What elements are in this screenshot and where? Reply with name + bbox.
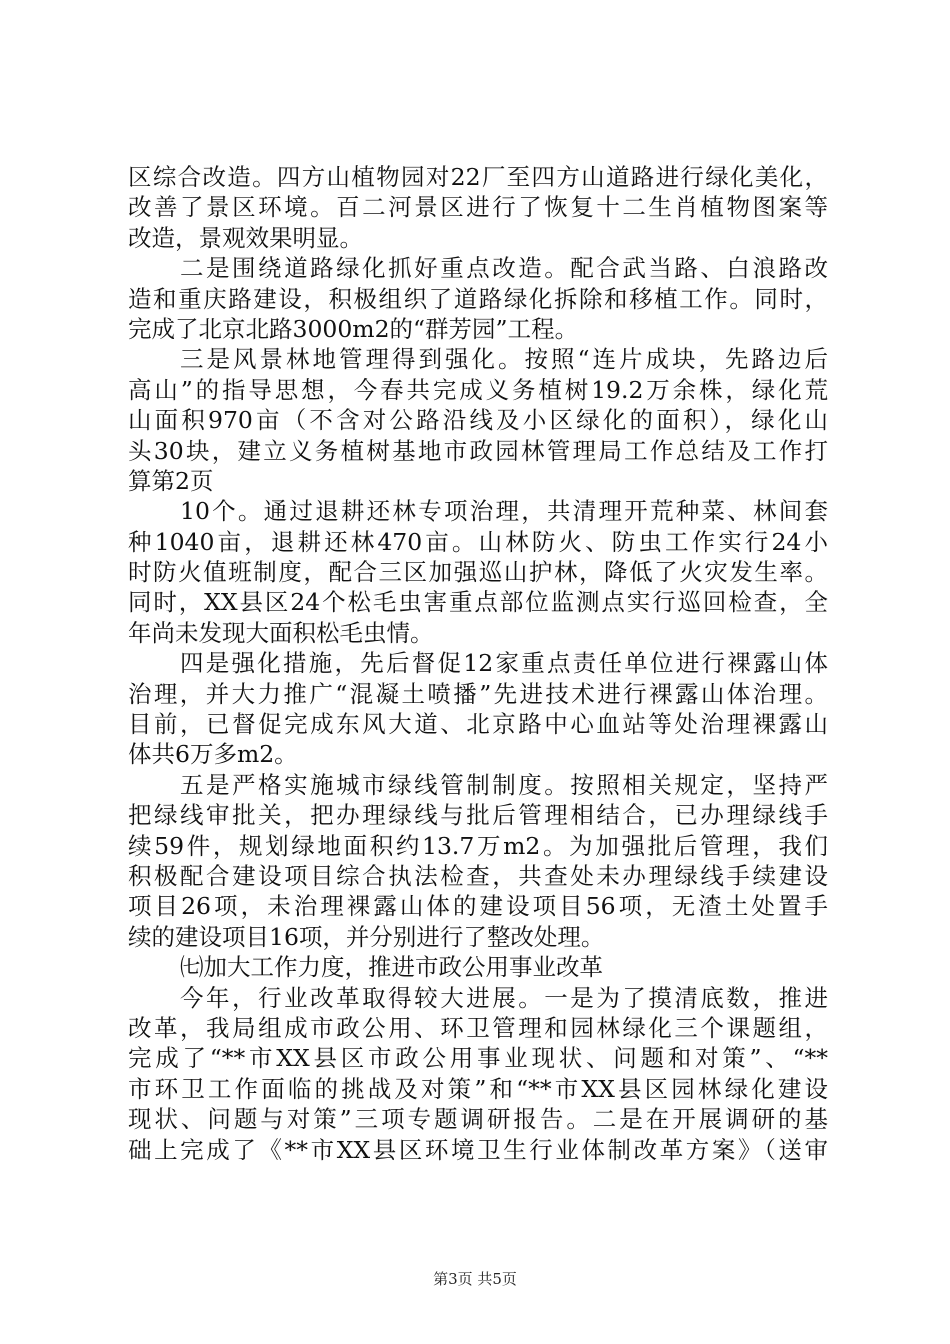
text-line: 二是围绕道路绿化抓好重点改造。配合武当路、白浪路改 <box>180 254 828 283</box>
text-line: 头30块，建立义务植树基地市政园林管理局工作总结及工作打 <box>128 436 828 465</box>
text-line: 现状、问题与对策”三项专题调研报告。二是在开展调研的基 <box>128 1105 828 1134</box>
text-line: 10个。通过退耕还林专项治理，共清理开荒种菜、林间套 <box>180 497 828 526</box>
text-line: 区综合改造。四方山植物园对22厂至四方山道路进行绿化美化， <box>128 163 828 191</box>
text-line: 续59件，规划绿地面积约13.7万m2。为加强批后管理，我们 <box>128 831 828 860</box>
text-line: 续的建设项目16项，并分别进行了整改处理。 <box>128 922 605 951</box>
text-line: 三是风景林地管理得到强化。按照“连片成块，先路边后 <box>180 345 828 374</box>
text-line: 四是强化措施，先后督促12家重点责任单位进行裸露山体 <box>180 649 828 678</box>
text-line: 体共6万多m2。 <box>128 740 298 769</box>
text-line: 年尚未发现大面积松毛虫情。 <box>128 618 434 647</box>
text-line: 完成了北京北路3000m2的“群芳园”工程。 <box>128 314 579 343</box>
text-line: 改善了景区环境。百二河景区进行了恢复十二生肖植物图案等 <box>128 193 828 222</box>
text-line: ㈦加大工作力度，推进市政公用事业改革 <box>180 953 603 982</box>
text-line: 五是严格实施城市绿线管制制度。按照相关规定，坚持严 <box>180 770 828 799</box>
text-line: 算第2页 <box>128 466 214 495</box>
text-line: 项目26项，未治理裸露山体的建设项目56项，无渣土处置手 <box>128 892 828 921</box>
text-line: 把绿线审批关，把办理绿线与批后管理相结合，已办理绿线手 <box>128 801 828 830</box>
page-footer: 第3页 共5页 <box>433 1270 517 1288</box>
text-line: 积极配合建设项目综合执法检查，共查处未办理绿线手续建设 <box>128 861 828 890</box>
text-line: 造和重庆路建设，积极组织了道路绿化拆除和移植工作。同时， <box>128 284 828 313</box>
text-line: 今年，行业改革取得较大进展。一是为了摸清底数，推进 <box>180 983 828 1012</box>
text-line: 础上完成了《**市XX县区环境卫生行业体制改革方案》（送审 <box>128 1135 828 1164</box>
text-line: 同时，XX县区24个松毛虫害重点部位监测点实行巡回检查，全 <box>128 588 828 617</box>
text-line: 改革，我局组成市政公用、环卫管理和园林绿化三个课题组， <box>128 1013 828 1042</box>
text-line: 治理，并大力推广“混凝土喷播”先进技术进行裸露山体治理。 <box>128 679 828 708</box>
text-line: 时防火值班制度，配合三区加强巡山护林，降低了火灾发生率。 <box>128 558 828 587</box>
text-line: 高山”的指导思想，今春共完成义务植树19.2万余株，绿化荒 <box>128 375 828 404</box>
text-line: 市环卫工作面临的挑战及对策”和“**市XX县区园林绿化建设 <box>128 1074 828 1103</box>
text-line: 目前，已督促完成东风大道、北京路中心血站等处治理裸露山 <box>128 710 828 739</box>
text-line: 改造，景观效果明显。 <box>128 223 363 252</box>
text-line: 山面积970亩（不含对公路沿线及小区绿化的面积），绿化山 <box>128 406 828 435</box>
document-body <box>128 162 828 1165</box>
text-line: 完成了“**市XX县区市政公用事业现状、问题和对策”、“** <box>128 1044 828 1073</box>
text-line: 种1040亩，退耕还林470亩。山林防火、防虫工作实行24小 <box>128 527 828 556</box>
